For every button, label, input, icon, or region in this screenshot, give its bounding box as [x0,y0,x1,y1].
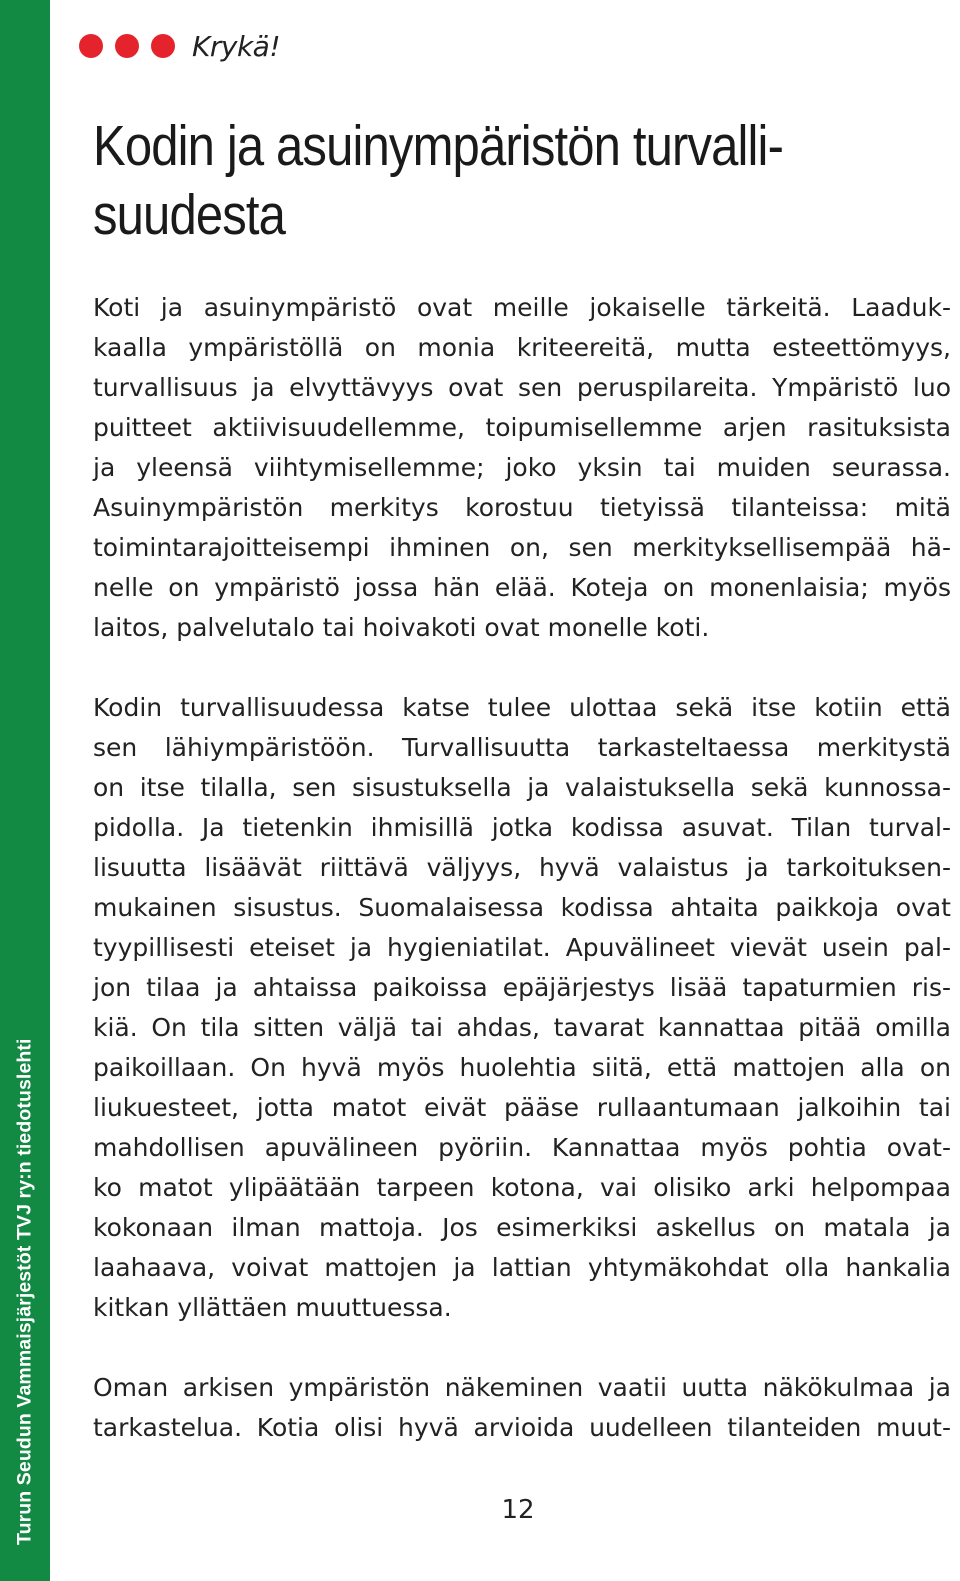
header [79,28,280,64]
text-line: lisuutta lisäävät riittävä väljyys, hyvä valaistus ja tarkoituksen- [93,853,951,882]
text-line: ko matot ylipäätään tarpeen kotona, vai olisiko arki helpompaa [93,1173,951,1202]
text-line: nelle on ympäristö jossa hän elää. Koteja on monenlaisia; myös [93,573,951,602]
text-line: turvallisuus ja elvyttävyys ovat sen peruspilareita. Ympäristö luo [93,373,951,402]
text-line: laahaava, voivat mattojen ja lattian yhtymäkohdat olla hankalia [93,1253,951,1282]
text-line: Asuinympäristön merkitys korostuu tietyissä tilanteissa: mitä [93,493,951,522]
text-line: paikoillaan. On hyvä myös huolehtia siitä, että mattojen alla on [93,1053,951,1082]
sidebar-publication-name: Turun Seudun Vammaisjärjestöt TVJ ry:n tiedotuslehti [13,1038,36,1545]
text-line: puitteet aktiivisuudellemme, toipumisellemme arjen rasituksista [93,413,951,442]
red-dot-icon [115,34,139,58]
red-dot-icon [79,34,103,58]
text-line: mahdollisen apuvälineen pyöriin. Kannattaa myös pohtia ovat- [93,1133,951,1162]
title-line: suudesta [93,183,286,247]
page-number: 12 [501,1495,535,1525]
text-line: Koti ja asuinympäristö ovat meille jokaiselle tärkeitä. Laaduk- [93,293,951,322]
text-line: Oman arkisen ympäristön näkeminen vaatii uutta näkökulmaa ja [93,1373,951,1402]
text-line: mukainen sisustus. Suomalaisessa kodissa ahtaita paikkoja ovat [93,893,951,922]
text-line: tarkastelua. Kotia olisi hyvä arvioida uudelleen tilanteiden muut- [93,1413,951,1442]
text-line: ja yleensä viihtymisellemme; joko yksin tai muiden seurassa. [93,453,951,482]
paragraph-1 [93,288,951,648]
text-line: kokonaan ilman mattoja. Jos esimerkiksi askellus on matala ja [93,1213,951,1242]
brand-name: Krykä! [192,29,281,63]
article-title [93,112,807,250]
title-line: Kodin ja asuinympäristön turvalli- [93,114,784,178]
text-line: laitos, palvelutalo tai hoivakoti ovat monelle koti. [93,613,710,642]
text-line: Kodin turvallisuudessa katse tulee ulottaa sekä itse kotiin että [93,693,951,722]
text-line: kiä. On tila sitten väljä tai ahdas, tavarat kannattaa pitää omilla [93,1013,951,1042]
paragraph-2 [93,688,951,1328]
article-body [93,288,951,1488]
text-line: on itse tilalla, sen sisustuksella ja valaistuksella sekä kunnossa- [93,773,951,802]
text-line: liukuesteet, jotta matot eivät pääse rullaantumaan jalkoihin tai [93,1093,951,1122]
text-line: sen lähiympäristöön. Turvallisuutta tarkasteltaessa merkitystä [93,733,951,762]
red-dot-icon [151,34,175,58]
text-line: kitkan yllättäen muuttuessa. [93,1293,452,1322]
sidebar-band [0,0,50,1581]
text-line: pidolla. Ja tietenkin ihmisillä jotka kodissa asuvat. Tilan turval- [93,813,951,842]
text-line: toimintarajoitteisempi ihminen on, sen merkityksellisempää hä- [93,533,951,562]
text-line: kaalla ympäristöllä on monia kriteereitä, mutta esteettömyys, [93,333,951,362]
text-line: jon tilaa ja ahtaissa paikoissa epäjärjestys lisää tapaturmien ris- [93,973,951,1002]
text-line: tyypillisesti eteiset ja hygieniatilat. Apuvälineet vievät usein pal- [93,933,951,962]
paragraph-3 [93,1368,951,1448]
